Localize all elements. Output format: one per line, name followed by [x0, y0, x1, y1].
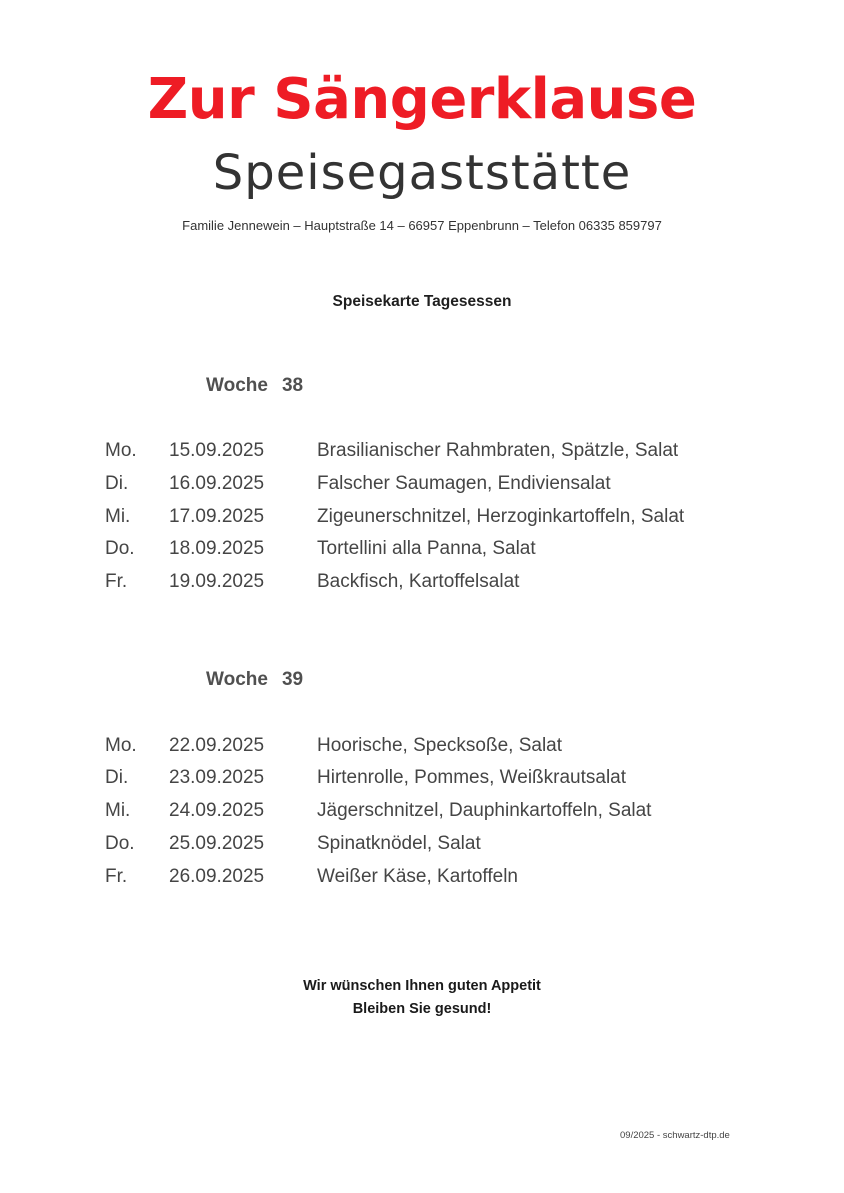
menu-day: Fr. [105, 571, 128, 592]
menu-date: 16.09.2025 [169, 473, 265, 494]
menu-row [0, 799, 844, 829]
restaurant-subtitle: Speisegaststätte [212, 145, 632, 201]
menu-day: Mi. [105, 506, 131, 527]
closing-line-2: Bleiben Sie gesund! [352, 1001, 492, 1017]
week-label: Woche [206, 669, 268, 690]
menu-date: 19.09.2025 [169, 571, 265, 592]
week-number: 39 [281, 669, 304, 690]
menu-row [0, 832, 844, 862]
menu-day: Do. [105, 538, 135, 559]
week-label: Woche [206, 375, 268, 396]
menu-row [0, 537, 844, 567]
menu-day: Di. [105, 473, 129, 494]
menu-day: Fr. [105, 866, 128, 887]
menu-dish: Tortellini alla Panna, Salat [317, 538, 536, 559]
menu-dish: Weißer Käse, Kartoffeln [317, 866, 519, 887]
menu-day: Mi. [105, 800, 131, 821]
menu-title: Speisekarte Tagesessen [332, 293, 512, 310]
menu-date: 22.09.2025 [169, 735, 265, 756]
week-heading [206, 668, 303, 692]
menu-day: Mo. [105, 735, 137, 756]
menu-dish: Hirtenrolle, Pommes, Weißkrautsalat [317, 767, 627, 788]
menu-dish: Brasilianischer Rahmbraten, Spätzle, Salat [317, 440, 679, 461]
restaurant-address: Familie Jennewein – Hauptstraße 14 – 66957 Eppenbrunn – Telefon 06335 859797 [182, 218, 662, 233]
menu-dish: Hoorische, Specksoße, Salat [317, 735, 563, 756]
menu-row [0, 570, 844, 600]
menu-date: 15.09.2025 [169, 440, 265, 461]
menu-day: Do. [105, 833, 135, 854]
menu-dish: Spinatknödel, Salat [317, 833, 481, 854]
menu-row [0, 505, 844, 535]
menu-dish: Jägerschnitzel, Dauphinkartoffeln, Salat [317, 800, 652, 821]
menu-dish: Zigeunerschnitzel, Herzoginkartoffeln, Salat [317, 506, 685, 527]
menu-date: 24.09.2025 [169, 800, 265, 821]
menu-date: 25.09.2025 [169, 833, 265, 854]
menu-date: 23.09.2025 [169, 767, 265, 788]
menu-day: Di. [105, 767, 129, 788]
menu-row [0, 472, 844, 502]
menu-row [0, 766, 844, 796]
menu-row [0, 439, 844, 469]
menu-dish: Falscher Saumagen, Endiviensalat [317, 473, 611, 494]
menu-date: 18.09.2025 [169, 538, 265, 559]
menu-row [0, 734, 844, 764]
restaurant-logo-title: Zur Sängerklause [147, 67, 697, 132]
footer-note: 09/2025 - schwartz-dtp.de [620, 1130, 730, 1141]
menu-row [0, 865, 844, 895]
week-heading [206, 374, 303, 398]
menu-date: 17.09.2025 [169, 506, 265, 527]
menu-dish: Backfisch, Kartoffelsalat [317, 571, 520, 592]
menu-day: Mo. [105, 440, 137, 461]
menu-date: 26.09.2025 [169, 866, 265, 887]
closing-line-1: Wir wünschen Ihnen guten Appetit [303, 978, 541, 994]
week-number: 38 [281, 375, 304, 396]
